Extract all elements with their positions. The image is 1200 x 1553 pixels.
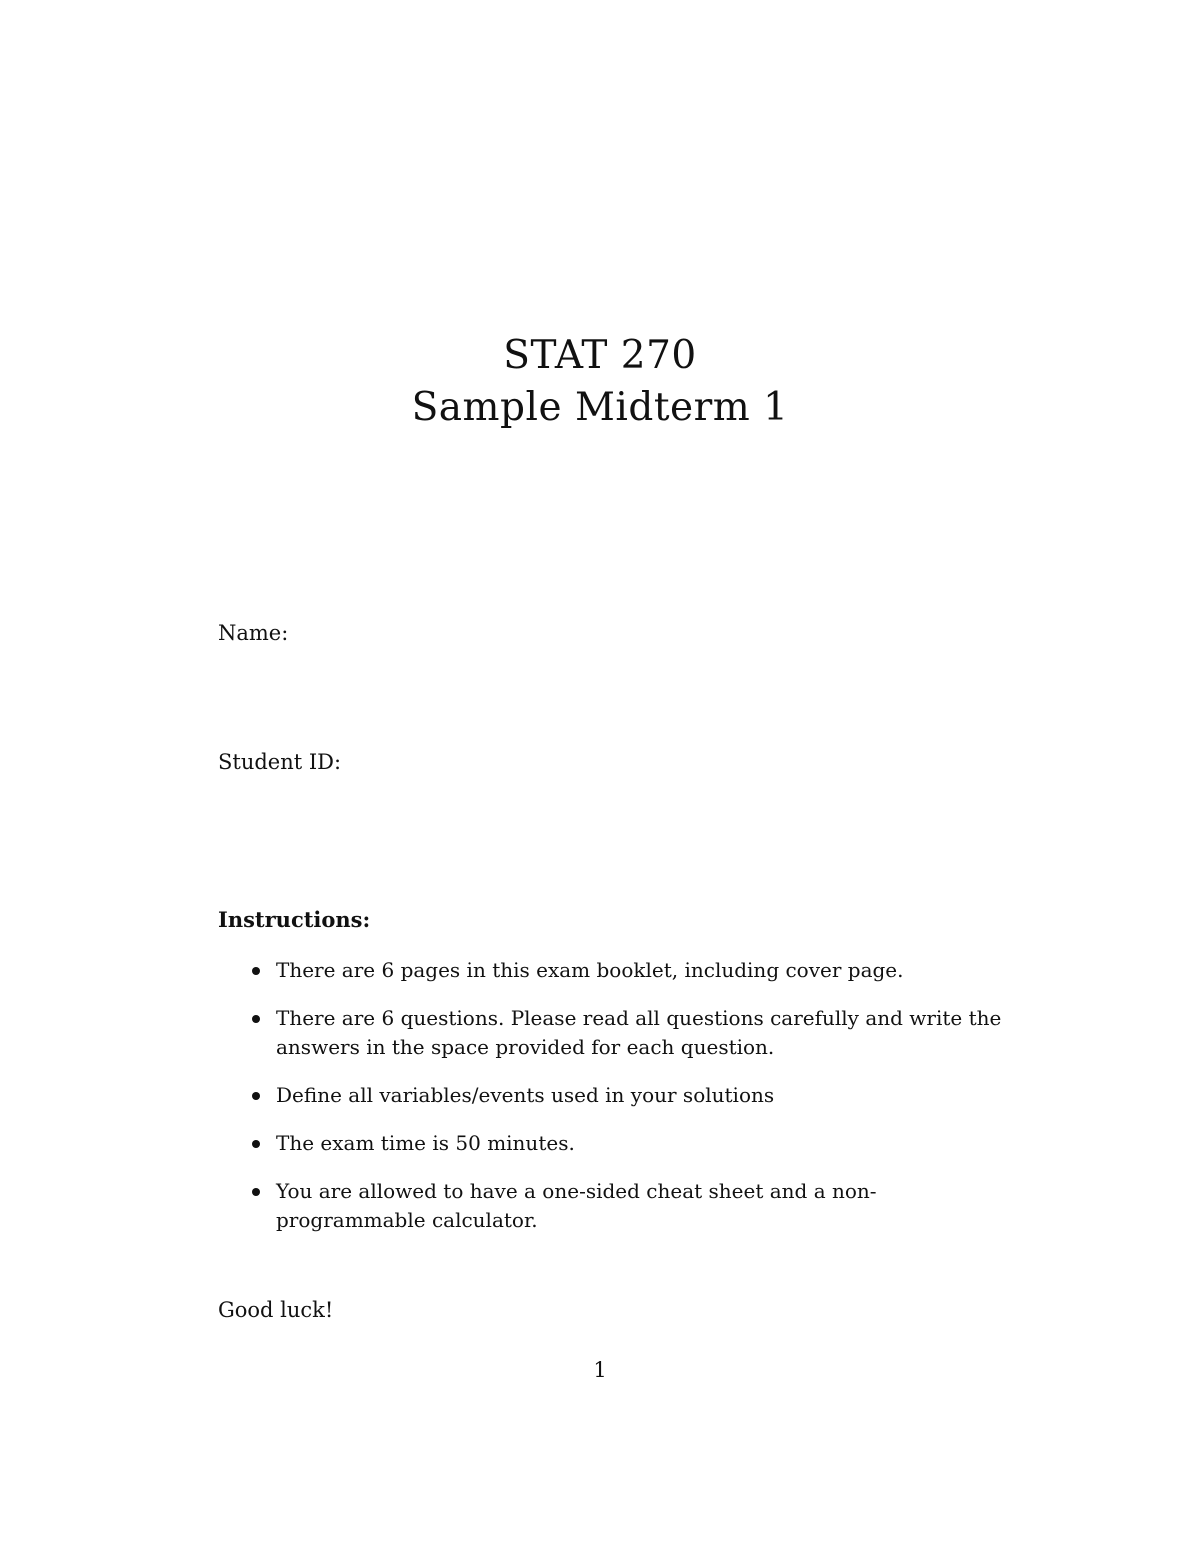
bullet-icon [252, 1015, 260, 1023]
closing-text: Good luck! [218, 1298, 334, 1322]
instruction-text: There are 6 questions. Please read all questions carefully and write the answers in the space provided for each question. [276, 1006, 1002, 1059]
instructions-list [218, 956, 1018, 1235]
page-number: 1 [593, 1358, 607, 1382]
instruction-item [218, 1177, 1018, 1235]
bullet-icon [252, 1140, 260, 1148]
instruction-item [218, 956, 1018, 985]
bullet-icon [252, 1188, 260, 1196]
instructions-section [218, 906, 1018, 1254]
instruction-text: Define all variables/events used in your solutions [276, 1083, 775, 1107]
student-id-label: Student ID: [218, 750, 342, 774]
instruction-item [218, 1129, 1018, 1158]
exam-title: Sample Midterm 1 [411, 385, 789, 430]
instruction-text: The exam time is 50 minutes. [276, 1131, 575, 1155]
bullet-icon [252, 967, 260, 975]
instruction-item [218, 1004, 1018, 1062]
instruction-item [218, 1081, 1018, 1110]
title-block [0, 330, 1200, 434]
name-label: Name: [218, 621, 289, 645]
course-code: STAT 270 [503, 333, 697, 378]
instructions-heading: Instructions: [218, 907, 371, 932]
bullet-icon [252, 1092, 260, 1100]
instruction-text: You are allowed to have a one-sided cheat sheet and a non-programmable calculator. [276, 1179, 877, 1232]
instruction-text: There are 6 pages in this exam booklet, including cover page. [276, 958, 904, 982]
